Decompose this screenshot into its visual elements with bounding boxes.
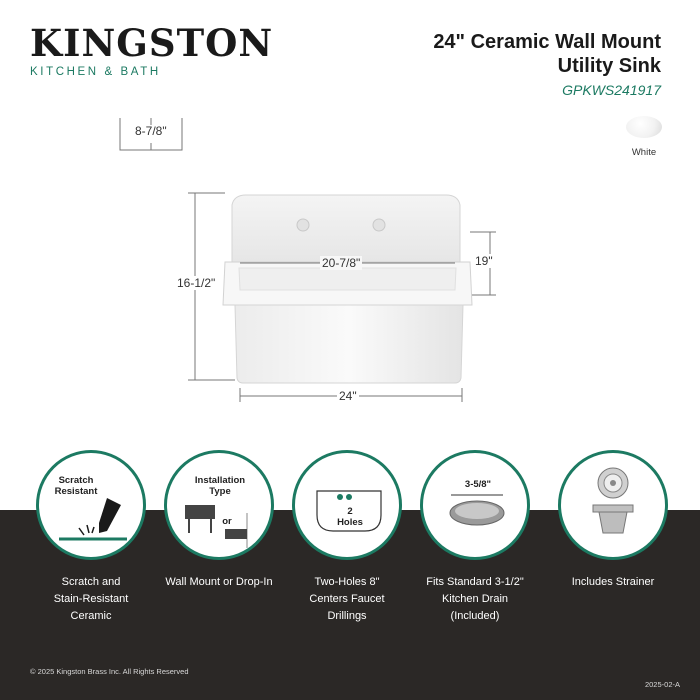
finish-label: White xyxy=(631,147,657,158)
installation-title: Installation Type xyxy=(194,475,246,497)
drain-icon xyxy=(420,450,530,560)
feature-strainer xyxy=(548,450,678,591)
feature-label: Two-Holes 8" Centers Faucet Drillings xyxy=(309,576,385,622)
side-depth-dimension: 19" xyxy=(475,254,493,268)
feature-scratch xyxy=(26,450,156,625)
basin-width-dimension: 20-7/8" xyxy=(322,256,361,270)
product-title-line2: Utility Sink xyxy=(557,55,661,77)
feature-label: Wall Mount or Drop-In xyxy=(165,576,273,588)
depth-dimension: 8-7/8" xyxy=(135,124,167,138)
height-dimension: 16-1/2" xyxy=(177,276,216,290)
installation-icon xyxy=(164,450,274,560)
feature-label: Scratch and Stain-Resistant Ceramic xyxy=(53,576,129,622)
product-title-line1: 24" Ceramic Wall Mount xyxy=(433,31,661,53)
sink-image xyxy=(223,195,472,383)
drain-size: 3-5/8" xyxy=(464,479,492,490)
feature-installation xyxy=(154,450,284,591)
feature-drain xyxy=(410,450,540,625)
brand-name: KINGSTON xyxy=(30,21,274,65)
holes-title: 2 Holes xyxy=(337,506,363,528)
copyright-text: © 2025 Kingston Brass Inc. All Rights Reserved xyxy=(30,667,189,676)
strainer-icon xyxy=(558,450,668,560)
feature-faucet-holes xyxy=(282,450,412,625)
feature-label: Fits Standard 3-1/2" Kitchen Drain (Included) xyxy=(426,576,524,622)
feature-label: Includes Strainer xyxy=(571,576,655,588)
brand-subtitle: KITCHEN & BATH xyxy=(30,66,161,78)
faucet-holes-icon xyxy=(292,450,402,560)
width-dimension: 24" xyxy=(339,389,357,403)
document-code: 2025-02-A xyxy=(644,680,680,689)
scratch-icon xyxy=(36,450,146,560)
or-text: or xyxy=(222,516,232,527)
scratch-title: Scratch Resistant xyxy=(54,475,98,497)
product-sku: GPKWS241917 xyxy=(562,82,661,98)
